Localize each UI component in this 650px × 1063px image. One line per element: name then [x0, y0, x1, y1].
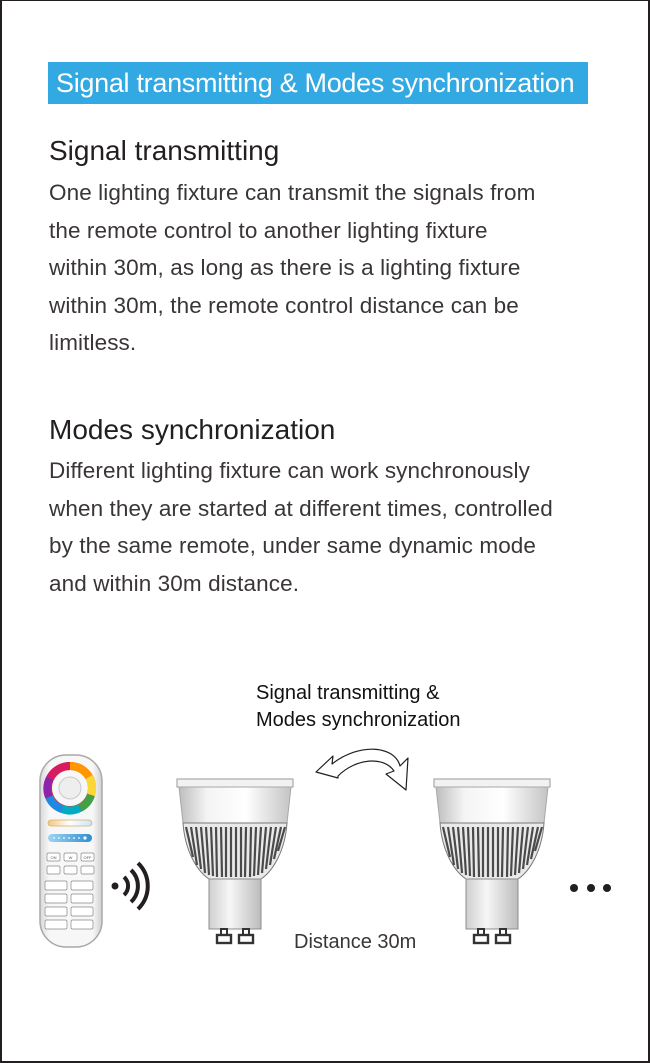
- text-line: and within 30m distance.: [49, 570, 300, 596]
- ellipsis-icon: [570, 884, 611, 892]
- lightbulb-right-icon: [434, 779, 550, 943]
- text-line: by the same remote, under same dynamic mode: [49, 533, 537, 558]
- illustration-label-line: Signal transmitting &: [256, 682, 440, 704]
- lightbulb-left-icon: [177, 779, 293, 943]
- text-line: within 30m, as long as there is a lighting fixture: [49, 255, 521, 280]
- section-banner: Signal transmitting & Modes synchronization: [48, 62, 588, 104]
- remote-button-label: W: [68, 855, 73, 860]
- text-line: when they are started at different times, controlled: [49, 495, 553, 521]
- text-line: the remote control to another lighting fixture: [49, 217, 488, 243]
- remote-control: [40, 755, 102, 947]
- text-line: Different lighting fixture can work synchronously: [49, 458, 530, 483]
- distance-label: Distance 30m: [294, 931, 417, 953]
- illustration-label-line: Modes synchronization: [256, 709, 461, 731]
- signal-transmitting-heading: Signal transmitting: [49, 135, 280, 166]
- text-line: limitless.: [49, 330, 137, 355]
- text-line: within 30m, the remote control distance can be: [49, 292, 519, 318]
- text-line: One lighting fixture can transmit the signals from: [49, 180, 536, 205]
- remote-button-label: OFF: [83, 855, 92, 860]
- wireless-signal-icon: [112, 863, 148, 909]
- curved-arrow-icon: [316, 749, 408, 790]
- modes-synchronization-heading: Modes synchronization: [49, 414, 336, 445]
- remote-button-label: ON: [50, 855, 57, 860]
